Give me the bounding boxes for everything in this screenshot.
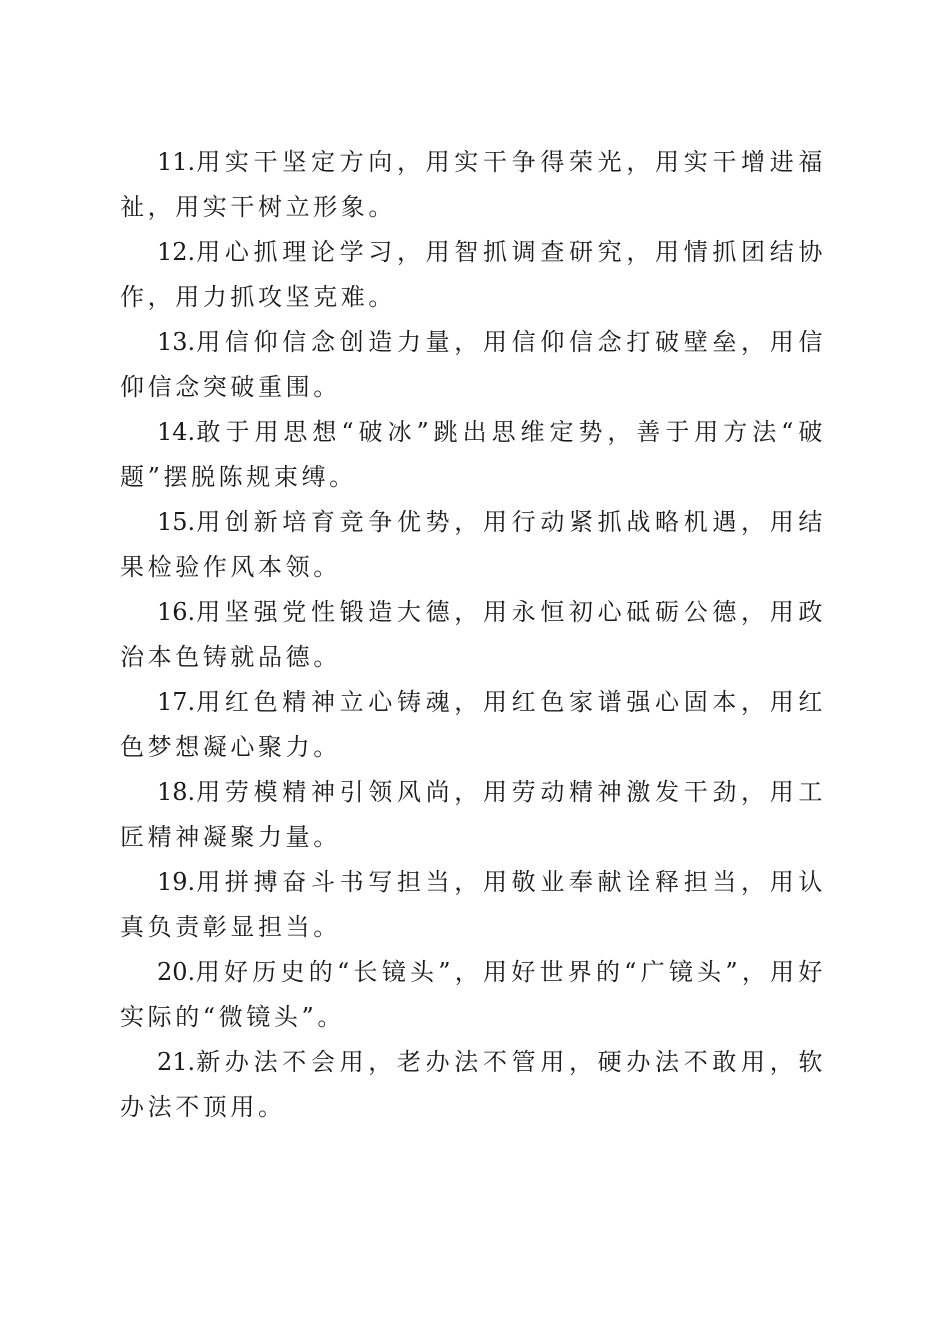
list-item [120,410,826,500]
item-number: 13. [157,328,196,356]
item-text: 敢于用思想“破冰”跳出思维定势，善于用方法“破题”摆脱陈规束缚。 [120,418,826,491]
item-text: 用拼搏奋斗书写担当，用敬业奉献诠释担当，用认真负责彰显担当。 [120,868,826,941]
item-number: 14. [157,418,196,446]
item-number: 16. [157,598,196,626]
list-item [120,230,826,320]
item-number: 15. [157,508,196,536]
item-number: 12. [157,238,196,266]
item-text: 用心抓理论学习，用智抓调查研究，用情抓团结协作，用力抓攻坚克难。 [120,238,826,311]
item-number: 11. [157,148,196,176]
list-item [120,500,826,590]
item-number: 21. [157,1048,196,1076]
item-text: 用红色精神立心铸魂，用红色家谱强心固本，用红色梦想凝心聚力。 [120,688,826,761]
item-number: 20. [157,958,196,986]
document-body [120,140,826,1130]
item-text: 用创新培育竞争优势，用行动紧抓战略机遇，用结果检验作风本领。 [120,508,826,581]
item-text: 用实干坚定方向，用实干争得荣光，用实干增进福祉，用实干树立形象。 [120,148,826,221]
list-item [120,1040,826,1130]
item-text: 用好历史的“长镜头”，用好世界的“广镜头”，用好实际的“微镜头”。 [120,958,826,1031]
list-item [120,680,826,770]
list-item [120,590,826,680]
item-text: 用坚强党性锻造大德，用永恒初心砥砺公德，用政治本色铸就品德。 [120,598,826,671]
list-item [120,770,826,860]
list-item [120,320,826,410]
item-text: 用劳模精神引领风尚，用劳动精神激发干劲，用工匠精神凝聚力量。 [120,778,826,851]
item-number: 18. [157,778,196,806]
item-text: 用信仰信念创造力量，用信仰信念打破壁垒，用信仰信念突破重围。 [120,328,826,401]
list-item [120,140,826,230]
item-text: 新办法不会用，老办法不管用，硬办法不敢用，软办法不顶用。 [120,1048,826,1121]
item-number: 19. [157,868,196,896]
list-item [120,950,826,1040]
list-item [120,860,826,950]
item-number: 17. [157,688,196,716]
